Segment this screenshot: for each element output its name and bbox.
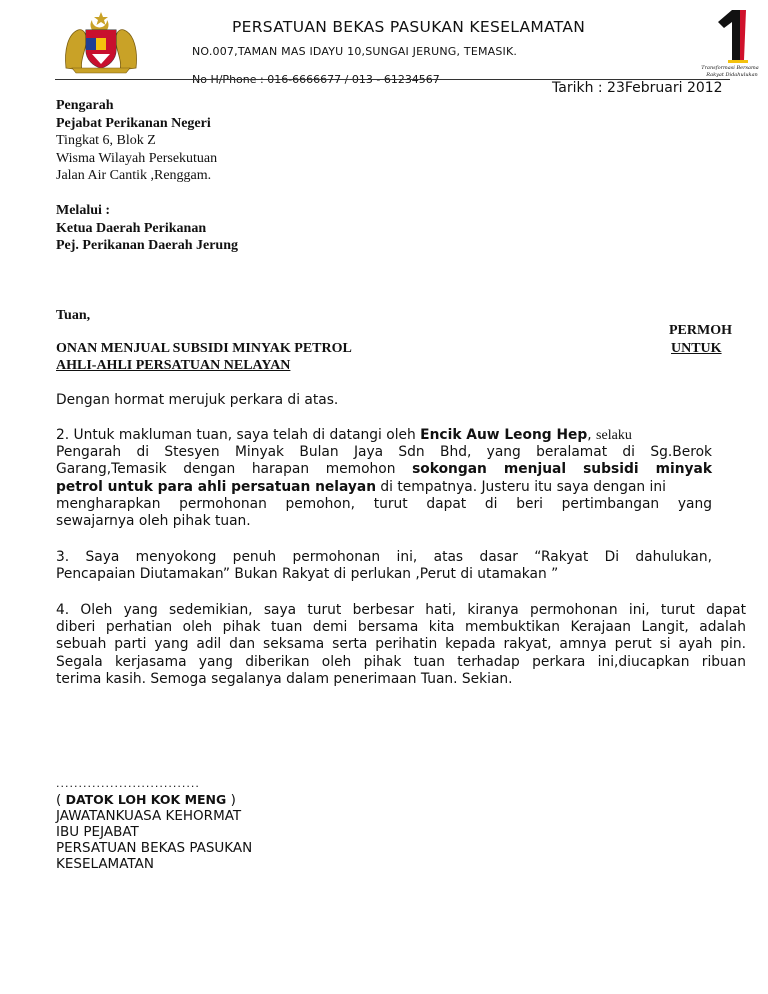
signatory-name: DATOK LOH KOK MENG bbox=[65, 792, 227, 807]
paragraph-text: terima kasih. Semoga segalanya dalam penerimaan Tuan. Sekian. bbox=[56, 670, 513, 687]
signatory-title: PERSATUAN BEKAS PASUKAN bbox=[56, 840, 253, 856]
paragraph-text: sebuah parti yang adil dan seksama serta perihatin kepada rakyat, amnya perut si ayah pin. bbox=[56, 636, 746, 653]
paragraph-text: di tempatnya. Justeru itu saya dengan ini bbox=[376, 478, 666, 495]
via-label: Melalui : bbox=[56, 203, 111, 218]
body-paragraph-2 bbox=[56, 427, 712, 530]
recipient-line: Pejabat Perikanan Negeri bbox=[56, 115, 211, 131]
signatory-title: IBU PEJABAT bbox=[56, 824, 139, 840]
body-paragraph-4 bbox=[56, 602, 746, 688]
paragraph-text: diberi perhatian oleh pihak tuan demi bersama kita membuktikan Kerajaan Langit, adalah bbox=[56, 619, 746, 636]
body-paragraph-1 bbox=[56, 392, 716, 409]
one-malaysia-logo-icon bbox=[702, 8, 758, 78]
organization-name: PERSATUAN BEKAS PASUKAN KESELAMATAN bbox=[232, 18, 586, 36]
organization-address: NO.007,TAMAN MAS IDAYU 10,SUNGAI JERUNG, TEMASIK. bbox=[192, 45, 518, 58]
via-line: Ketua Daerah Perikanan bbox=[56, 220, 207, 236]
paragraph-text: sewajarnya oleh pihak tuan. bbox=[56, 513, 251, 530]
recipient-line: Pengarah bbox=[56, 98, 114, 113]
paragraph-text: Segala kerjasama yang diberikan oleh pihak tuan terhadap perkara ini,diucapkan ribuan bbox=[56, 653, 746, 670]
via-block bbox=[56, 202, 238, 255]
emphasis-text: petrol untuk para ahli persatuan nelayan bbox=[56, 478, 377, 495]
via-line: Pej. Perikanan Daerah Jerung bbox=[56, 238, 238, 253]
paragraph-text: Pencapaian Diutamakan” Bukan Rakyat di perlukan ,Perut di utamakan ” bbox=[56, 566, 559, 583]
signature-block bbox=[56, 776, 252, 872]
recipient-block bbox=[56, 97, 217, 185]
person-name: Encik Auw Leong Hep bbox=[420, 427, 588, 443]
subject-fragment: UNTUK bbox=[671, 341, 722, 356]
recipient-line: Tingkat 6, Blok Z bbox=[56, 133, 156, 148]
paragraph-text: Dengan hormat merujuk perkara di atas. bbox=[56, 392, 339, 408]
paragraph-text: selaku bbox=[596, 428, 632, 443]
signature-paren: ) bbox=[226, 792, 236, 808]
emphasis-text: sokongan menjual subsidi minyak bbox=[412, 461, 712, 478]
subject-line: ONAN MENJUAL SUBSIDI MINYAK PETROL bbox=[56, 341, 352, 356]
subject-fragment: PERMOH bbox=[669, 323, 732, 338]
logo-caption-1: Transformasi Bersama bbox=[701, 65, 759, 71]
paragraph-text: mengharapkan permohonan pemohon, turut dapat di beri pertimbangan yang bbox=[56, 495, 712, 512]
signatory-title: JAWATANKUASA KEHORMAT bbox=[56, 808, 242, 824]
body-paragraph-3 bbox=[56, 549, 712, 583]
paragraph-text: 4. Oleh yang sedemikian, saya turut berbesar hati, kiranya permohonan ini, turut dapat bbox=[56, 602, 746, 618]
recipient-line: Wisma Wilayah Persekutuan bbox=[56, 150, 218, 166]
paragraph-text: 3. Saya menyokong penuh permohonan ini, atas dasar “Rakyat Di dahulukan, bbox=[56, 549, 712, 565]
salutation: Tuan, bbox=[56, 308, 91, 323]
coat-of-arms-icon bbox=[62, 10, 140, 74]
paragraph-text: Garang,Temasik dengan harapan memohon bbox=[56, 461, 413, 478]
signature-paren: ( bbox=[56, 792, 66, 808]
subject-line: AHLI-AHLI PERSATUAN NELAYAN bbox=[56, 358, 291, 373]
letter-date: Tarikh : 23Februari 2012 bbox=[552, 80, 723, 96]
signature-line: ................................ bbox=[56, 777, 200, 790]
recipient-line: Jalan Air Cantik ,Renggam. bbox=[56, 168, 212, 183]
signatory-title: KESELAMATAN bbox=[56, 856, 154, 872]
logo-caption-2: Rakyat Didahulukan bbox=[706, 72, 758, 78]
paragraph-text: Pengarah di Stesyen Minyak Bulan Jaya Sdn Bhd, yang beralamat di Sg.Berok bbox=[56, 444, 712, 461]
paragraph-text: 2. Untuk makluman tuan, saya telah di datangi oleh bbox=[56, 427, 421, 443]
organization-phone: No H/Phone : 016-6666677 / 013 - 61234567 bbox=[192, 73, 440, 86]
paragraph-text: , bbox=[587, 427, 597, 443]
